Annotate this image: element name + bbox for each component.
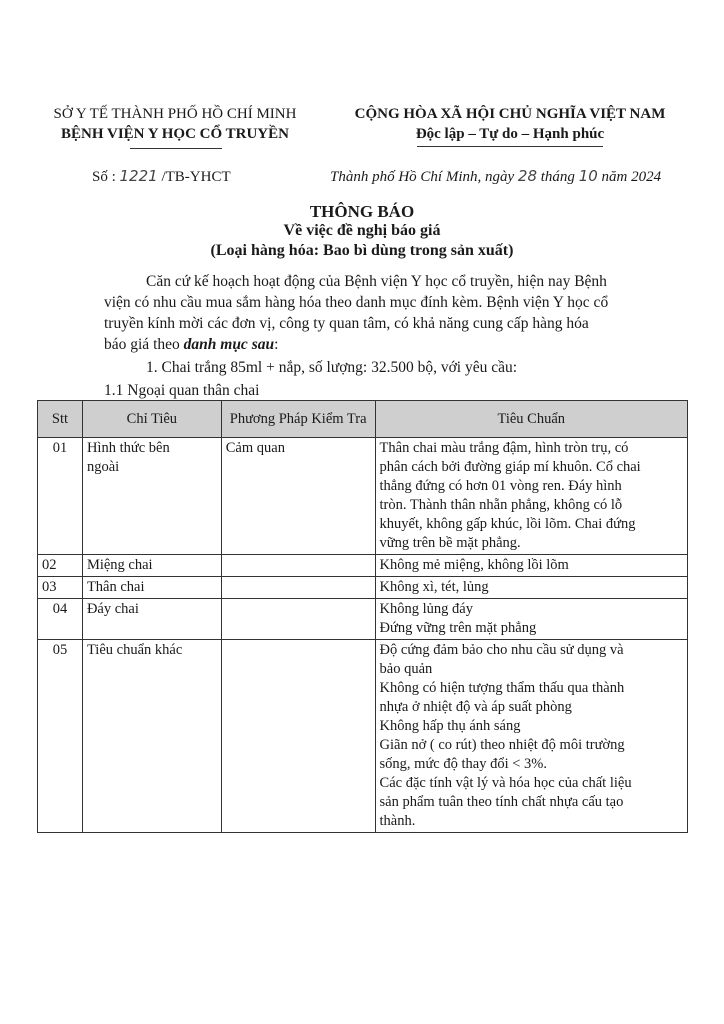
row-method bbox=[221, 599, 375, 640]
standard-line: sản phẩm tuân theo tính chất nhựa cấu tạo bbox=[379, 794, 624, 810]
standard-line: Giãn nở ( co rút) theo nhiệt độ môi trường bbox=[379, 737, 625, 753]
date-day: 28 bbox=[517, 167, 538, 185]
row-criteria bbox=[82, 438, 221, 555]
standard-line: Thân chai màu trắng đậm, hình tròn trụ, có bbox=[379, 440, 629, 456]
item-1-heading: 1. Chai trắng 85ml + nắp, số lượng: 32.500 bộ, với yêu cầu: bbox=[146, 359, 518, 376]
standard-line: vững trên bề mặt phẳng. bbox=[379, 535, 521, 551]
standard-line: nhựa ở nhiệt độ và áp suất phòng bbox=[379, 699, 572, 715]
date-month: 10 bbox=[578, 167, 598, 185]
standard-line: bảo quản bbox=[379, 661, 433, 677]
table-row bbox=[38, 555, 688, 577]
header-standard: Tiêu Chuẩn bbox=[375, 401, 687, 438]
document-number-prefix: Số : bbox=[92, 169, 116, 185]
row-stt: 02 bbox=[38, 555, 83, 577]
row-stt: 01 bbox=[38, 438, 83, 555]
header-method: Phương Pháp Kiểm Tra bbox=[221, 401, 375, 438]
intro-emphasis: danh mục sau bbox=[183, 336, 275, 353]
table-row bbox=[38, 640, 688, 833]
row-stt: 03 bbox=[38, 577, 83, 599]
row-method bbox=[221, 577, 375, 599]
notice-subtitle: Về việc đề nghị báo giá bbox=[283, 222, 441, 239]
header-right-underline bbox=[417, 146, 603, 147]
national-motto: Độc lập – Tự do – Hạnh phúc bbox=[415, 126, 605, 142]
standard-line: thành. bbox=[379, 813, 416, 829]
table-row bbox=[38, 577, 688, 599]
date-year: năm 2024 bbox=[601, 169, 662, 185]
header-stt: Stt bbox=[38, 401, 83, 438]
standard-line: Không có hiện tượng thẩm thấu qua thành bbox=[379, 680, 625, 696]
hospital-name: BỆNH VIỆN Y HỌC CỔ TRUYỀN bbox=[61, 126, 289, 142]
standard-line: Độ cứng đảm bảo cho nhu cầu sử dụng và bbox=[379, 642, 624, 658]
intro-last-suffix: : bbox=[274, 336, 279, 353]
row-method bbox=[221, 555, 375, 577]
country-name: CỘNG HÒA XÃ HỘI CHỦ NGHĨA VIỆT NAM bbox=[354, 106, 666, 122]
date-line bbox=[330, 166, 661, 187]
date-prefix: Thành phố Hồ Chí Minh, ngày bbox=[330, 169, 515, 185]
row-standard bbox=[375, 438, 687, 555]
standard-line: sống, mức độ thay đổi < 3%. bbox=[379, 756, 547, 772]
notice-title: THÔNG BÁO bbox=[309, 202, 415, 221]
table-row bbox=[38, 438, 688, 555]
table-row bbox=[38, 599, 688, 640]
row-standard bbox=[375, 599, 687, 640]
row-criteria: Đáy chai bbox=[82, 599, 221, 640]
document-number-suffix: /TB-YHCT bbox=[161, 169, 231, 185]
row-method: Cảm quan bbox=[221, 438, 375, 555]
standard-line: Không lủng đáy bbox=[379, 601, 473, 617]
intro-line-2: viện có nhu cầu mua sắm hàng hóa theo danh mục đính kèm. Bệnh viện Y học cổ bbox=[104, 294, 609, 311]
document-number-value: 1221 bbox=[119, 167, 158, 185]
standard-line: thẳng đứng có hơn 01 vòng ren. Đáy hình bbox=[379, 478, 622, 494]
row-criteria: Tiêu chuẩn khác bbox=[82, 640, 221, 833]
table-header-row bbox=[38, 401, 688, 438]
row-stt: 05 bbox=[38, 640, 83, 833]
notice-goods-type: (Loại hàng hóa: Bao bì dùng trong sản xuất) bbox=[210, 242, 514, 259]
date-month-label: tháng bbox=[540, 169, 575, 185]
standard-line: khuyết, không gấp khúc, lồi lõm. Chai đứng bbox=[379, 516, 636, 532]
row-stt: 04 bbox=[38, 599, 83, 640]
intro-last-prefix: báo giá theo bbox=[104, 336, 180, 353]
row-method bbox=[221, 640, 375, 833]
criteria-line: ngoài bbox=[86, 459, 120, 475]
intro-line-3: truyền kính mời các đơn vị, công ty quan tâm, có khả năng cung cấp hàng hóa bbox=[104, 315, 589, 332]
intro-line-1: Căn cứ kế hoạch hoạt động của Bệnh viện Y học cổ truyền, hiện nay Bệnh bbox=[146, 273, 607, 290]
standard-line: phân cách bởi đường giáp mí khuôn. Cổ chai bbox=[379, 459, 641, 475]
specification-table bbox=[37, 400, 688, 833]
standard-line: Không hấp thụ ánh sáng bbox=[379, 718, 521, 734]
row-standard bbox=[375, 640, 687, 833]
subsection-1-1: 1.1 Ngoại quan thân chai bbox=[104, 382, 260, 399]
document-number bbox=[92, 166, 231, 187]
criteria-line: Hình thức bên bbox=[86, 440, 170, 456]
row-criteria: Thân chai bbox=[82, 577, 221, 599]
row-criteria: Miệng chai bbox=[82, 555, 221, 577]
header-left-underline bbox=[130, 148, 222, 149]
row-standard: Không xì, tét, lủng bbox=[375, 577, 687, 599]
standard-line: Đứng vững trên mặt phẳng bbox=[379, 620, 537, 636]
intro-line-4 bbox=[104, 334, 278, 355]
row-standard: Không mẻ miệng, không lồi lõm bbox=[375, 555, 687, 577]
standard-line: Các đặc tính vật lý và hóa học của chất liệu bbox=[379, 775, 632, 791]
department-name: SỞ Y TẾ THÀNH PHỐ HỒ CHÍ MINH bbox=[53, 106, 297, 122]
header-criteria: Chỉ Tiêu bbox=[82, 401, 221, 438]
standard-line: tròn. Thành thân nhẵn phẳng, không có lỗ bbox=[379, 497, 623, 513]
